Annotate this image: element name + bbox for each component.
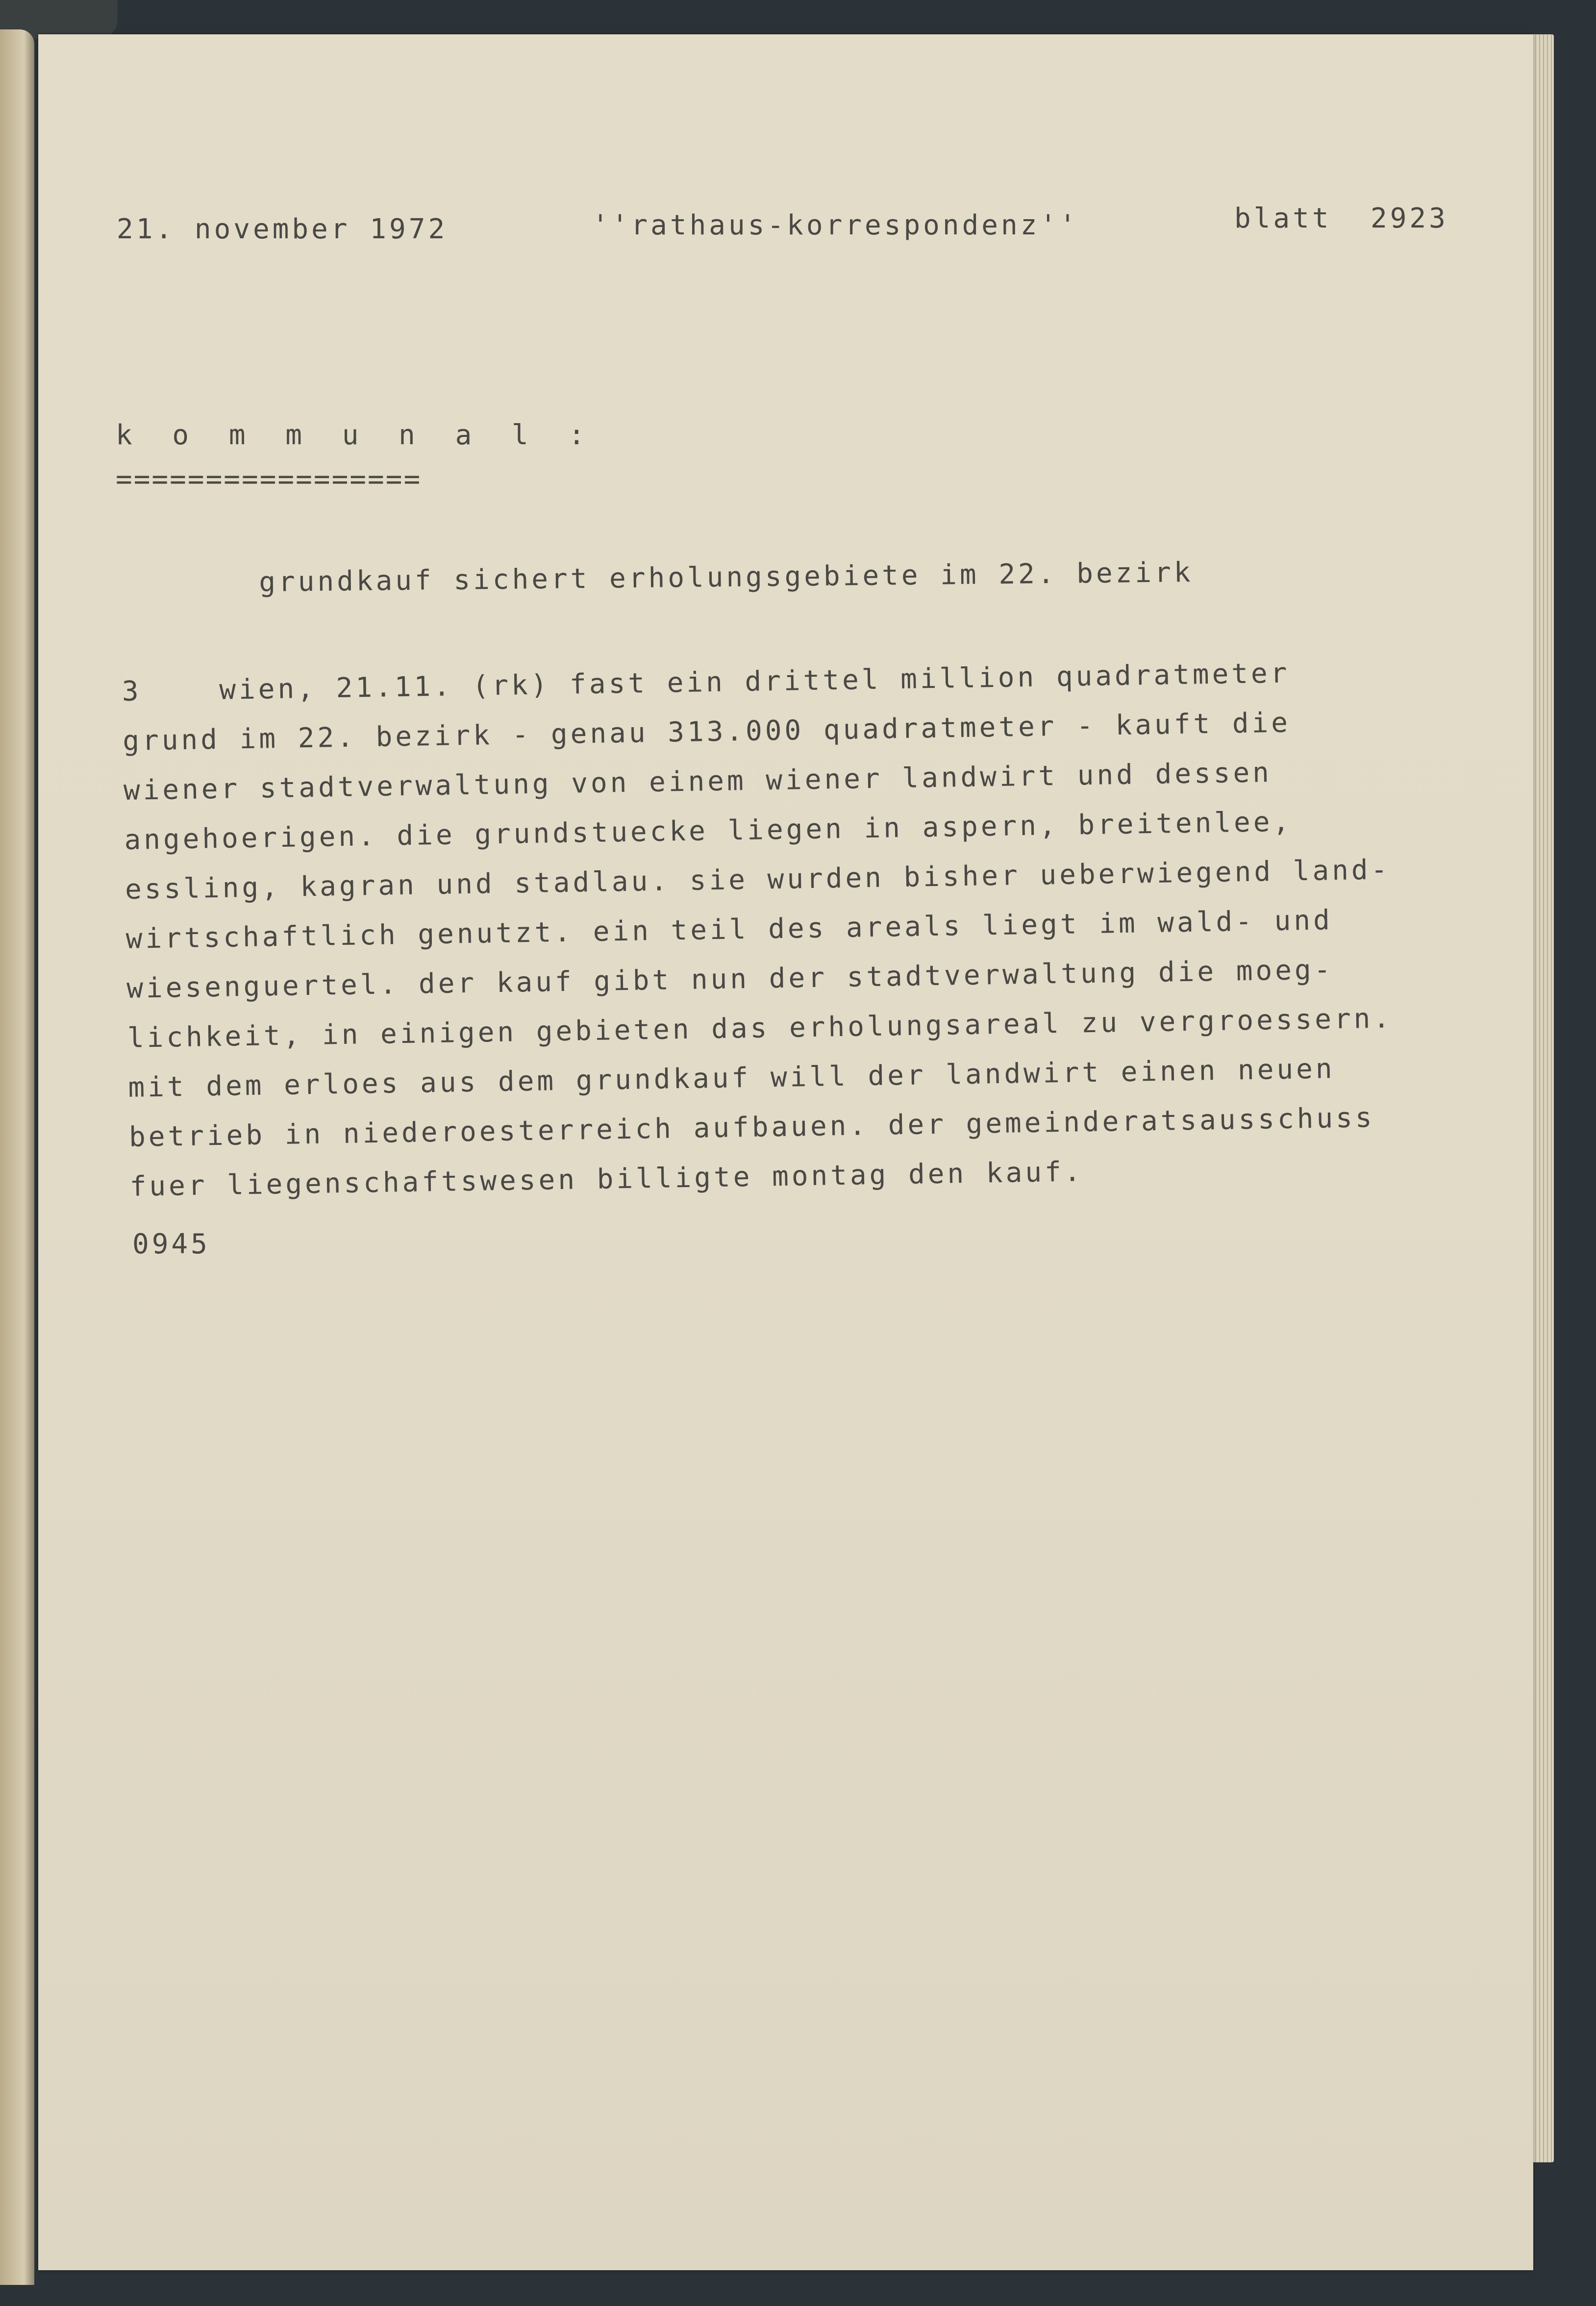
body-line: betrieb in niederoesterreich aufbauen. der gemeinderatsausschuss — [128, 1101, 1375, 1153]
article-headline: grundkauf sichert erholungsgebiete im 22. bezirk — [258, 557, 1194, 598]
release-code: 0945 — [132, 1228, 210, 1260]
previous-page-edge — [0, 29, 34, 2285]
body-line: essling, kagran und stadlau. sie wurden bisher ueberwiegend land- — [125, 854, 1391, 906]
header-date: 21. november 1972 — [117, 213, 448, 245]
body-line: mit dem erloes aus dem grundkauf will der landwirt einen neuen — [127, 1053, 1336, 1104]
body-line: angehoerigen. die grundstuecke liegen in aspern, breitenlee, — [124, 806, 1293, 856]
document-page — [38, 34, 1533, 2270]
body-line: wiener stadtverwaltung von einem wiener landwirt und dessen — [123, 757, 1272, 807]
body-line: grund im 22. bezirk - genau 313.000 quadratmeter - kauft die — [122, 707, 1291, 757]
body-line: lichkeit, in einigen gebieten das erholungsareal zu vergroessern. — [127, 1002, 1393, 1054]
header-source: ''rathaus-korrespondenz'' — [592, 209, 1079, 241]
header-sheet-number: blatt 2923 — [1234, 203, 1448, 234]
body-line: fuer liegenschaftswesen billigte montag den kauf. — [129, 1156, 1084, 1203]
article-body — [122, 645, 1502, 1212]
section-underline: ================= — [116, 463, 422, 495]
body-line: 3 wien, 21.11. (rk) fast ein drittel million quadratmeter — [122, 657, 1290, 708]
body-line: wiesenguertel. der kauf gibt nun der stadtverwaltung die moeg- — [126, 954, 1334, 1005]
section-title: k o m m u n a l : — [116, 419, 597, 451]
body-line: wirtschaftlich genutzt. ein teil des areals liegt im wald- und — [125, 904, 1333, 955]
